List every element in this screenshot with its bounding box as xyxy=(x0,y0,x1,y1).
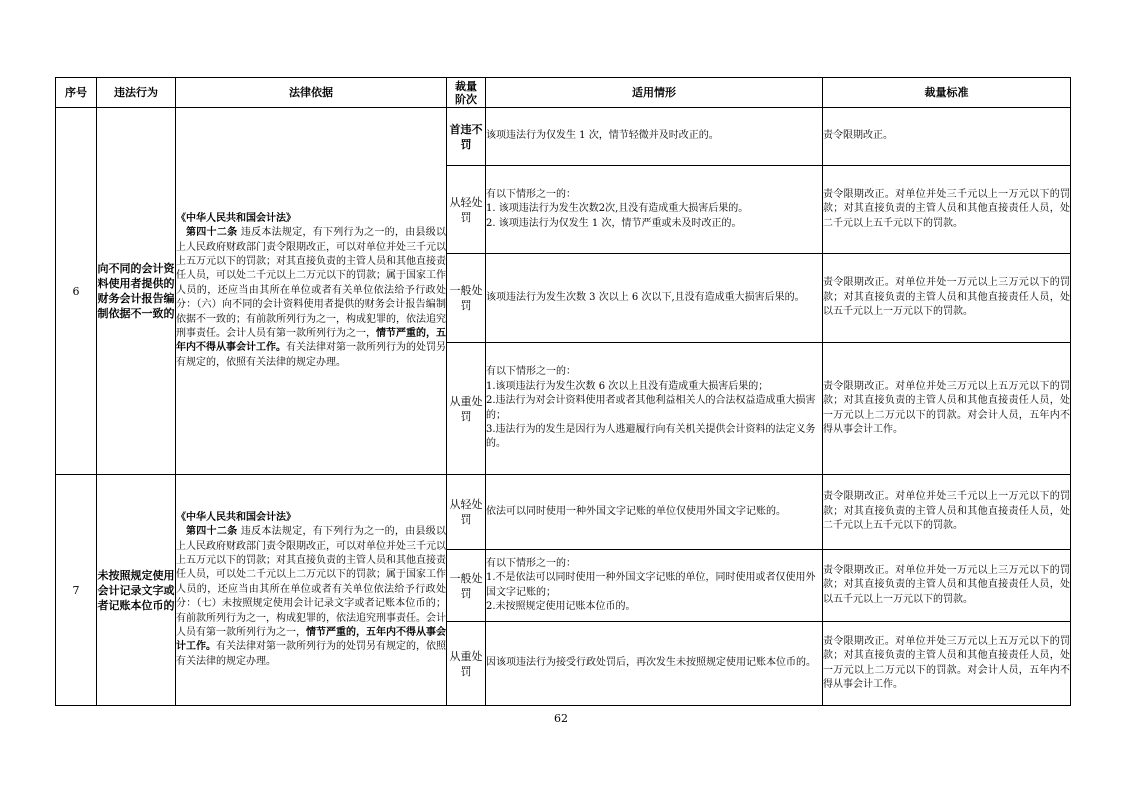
situation-line: 因该项违法行为接受行政处罚后，再次发生未按照规定使用记账本位币的。 xyxy=(486,657,816,669)
row6-level-4: 从重处罚 xyxy=(447,343,486,475)
row7-act: 未按照规定使用会计记录文字或者记账本位币的 xyxy=(97,475,176,706)
row6-standard-3: 责令限期改正。对单位并处一万元以上三万元以下的罚款；对其直接负责的主管人员和其他直接责任人员，处以五千元以上一万元以下的罚款。 xyxy=(823,254,1071,343)
row6-law-title: 《中华人民共和国会计法》 xyxy=(176,212,296,224)
row6-level-2: 从轻处罚 xyxy=(447,166,486,254)
row7-law xyxy=(176,475,447,706)
page-number: 62 xyxy=(554,712,568,725)
row7-no: 7 xyxy=(56,475,97,706)
header-act: 违法行为 xyxy=(97,78,176,108)
situation-line: 该项违法行为发生次数 3 次以上 6 次以下,且没有造成重大损害后果的。 xyxy=(486,291,805,303)
row6-situation-2 xyxy=(486,166,823,254)
row6-law-tail: 有关法律对第一款所列行为的处罚另有规定的，依照有关法律的规定办理。 xyxy=(176,342,446,368)
row7-level-2: 一般处罚 xyxy=(447,550,486,622)
row6-standard-2: 责令限期改正。对单位并处三千元以上一万元以下的罚款；对其直接负责的主管人员和其他直接责任人员，处二千元以上五千元以下的罚款。 xyxy=(823,166,1071,254)
header-no: 序号 xyxy=(56,78,97,108)
table-row xyxy=(56,108,1071,166)
row6-standard-1: 责令限期改正。 xyxy=(823,108,1071,166)
situation-line: 有以下情形之一的： xyxy=(486,188,576,200)
situation-line: 有以下情形之一的： xyxy=(486,557,576,569)
header-situation: 适用情形 xyxy=(486,78,823,108)
header-level-text: 裁量阶次 xyxy=(455,79,477,106)
situation-line: 2. 该项违法行为仅发生 1 次，情节严重或未及时改正的。 xyxy=(486,217,742,229)
row7-law-emph: 情节严重的，五年内不得从事会计工作。 xyxy=(176,627,446,653)
row7-level-1: 从轻处罚 xyxy=(447,475,486,550)
row6-law-emph: 情节严重的，五年内不得从事会计工作。 xyxy=(176,328,446,354)
header-law: 法律依据 xyxy=(176,78,447,108)
row7-law-title: 《中华人民共和国会计法》 xyxy=(176,511,296,523)
situation-line: 3.违法行为的发生是因行为人逃避履行向有关机关提供会计资料的法定义务的。 xyxy=(486,423,816,450)
situation-line: 有以下情形之一的： xyxy=(486,366,576,378)
row6-situation-4 xyxy=(486,343,823,475)
row7-standard-1: 责令限期改正。对单位并处三千元以上一万元以下的罚款；对其直接负责的主管人员和其他直接责任人员，处二千元以上五千元以下的罚款。 xyxy=(823,475,1071,550)
table-row xyxy=(56,475,1071,550)
row6-level-3: 一般处罚 xyxy=(447,254,486,343)
row7-situation-1 xyxy=(486,475,823,550)
row7-level-3: 从重处罚 xyxy=(447,622,486,706)
row6-level-1: 首违不罚 xyxy=(447,108,486,166)
row6-act: 向不同的会计资料使用者提供的财务会计报告编制依据不一致的 xyxy=(97,108,176,475)
row7-law-article: 第四十二条 xyxy=(186,526,238,538)
row6-situation-3 xyxy=(486,254,823,343)
situation-line: 2.未按照规定使用记账本位币的。 xyxy=(486,600,636,612)
header-standard: 裁量标准 xyxy=(823,78,1071,108)
row7-situation-2 xyxy=(486,550,823,622)
situation-line: 依法可以同时使用一种外国文字记账的单位仅使用外国文字记账的。 xyxy=(486,505,786,517)
situation-line: 2.违法行为对会计资料使用者或者其他利益相关人的合法权益造成重大损害的； xyxy=(486,395,816,421)
row7-law-body: 违反本法规定，有下列行为之一的，由县级以上人民政府财政部门责令限期改正，可以对单位并处三千元以上五万元以下的罚款；对其直接负责的主管人员和其他直接责任人员，可以处二千元以上二万元以下的罚款；属于国家工作人员的，还应当由其所在单位或者有关单位依法给予行政处分：（七）未按照规定使用会计记录文字或者记账本位币的；有前款所列行为之一，构成犯罪的，依法追究刑事责任。会计人员有第一款所列行为之一， xyxy=(176,526,447,639)
header-level xyxy=(447,78,486,108)
row6-law xyxy=(176,108,447,475)
row6-situation-1 xyxy=(486,108,823,166)
situation-line: 该项违法行为仅发生 1 次，情节轻微并及时改正的。 xyxy=(486,130,719,142)
situation-line: 1.不是依法可以同时使用一种外国文字记账的单位，同时使用或者仅使用外国文字记账的； xyxy=(486,572,816,598)
row7-standard-2: 责令限期改正。对单位并处一万元以上三万元以下的罚款；对其直接负责的主管人员和其他直接责任人员，处以五千元以上一万元以下的罚款。 xyxy=(823,550,1071,622)
penalty-discretion-table xyxy=(55,77,1071,706)
row6-law-article: 第四十二条 xyxy=(186,227,238,239)
row7-standard-3: 责令限期改正。对单位并处三万元以上五万元以下的罚款；对其直接负责的主管人员和其他直接责任人员，处一万元以上二万元以下的罚款。对会计人员，五年内不得从事会计工作。 xyxy=(823,622,1071,706)
row6-standard-4: 责令限期改正。对单位并处三万元以上五万元以下的罚款；对其直接负责的主管人员和其他直接责任人员，处一万元以上二万元以下的罚款。对会计人员，五年内不得从事会计工作。 xyxy=(823,343,1071,475)
row7-situation-3 xyxy=(486,622,823,706)
situation-line: 1. 该项违法行为发生次数2次,且没有造成重大损害后果的。 xyxy=(486,203,749,215)
row6-law-body: 违反本法规定，有下列行为之一的，由县级以上人民政府财政部门责令限期改正，可以对单位并处三千元以上五万元以下的罚款；对其直接负责的主管人员和其他直接责任人员，可以处二千元以上二万元以下的罚款；属于国家工作人员的，还应当由其所在单位或者有关单位依法给予行政处分：（六）向不同的会计资料使用者提供的财务会计报告编制依据不一致的；有前款所列行为之一，构成犯罪的，依法追究刑事责任。会计人员有第一款所列行为之一， xyxy=(176,227,447,340)
row6-no: 6 xyxy=(56,108,97,475)
situation-line: 1.该项违法行为发生次数 6 次以上且没有造成重大损害后果的； xyxy=(486,380,769,392)
row7-law-tail: 有关法律对第一款所列行为的处罚另有规定的，依照有关法律的规定办理。 xyxy=(176,641,446,667)
table-header-row xyxy=(56,78,1071,108)
